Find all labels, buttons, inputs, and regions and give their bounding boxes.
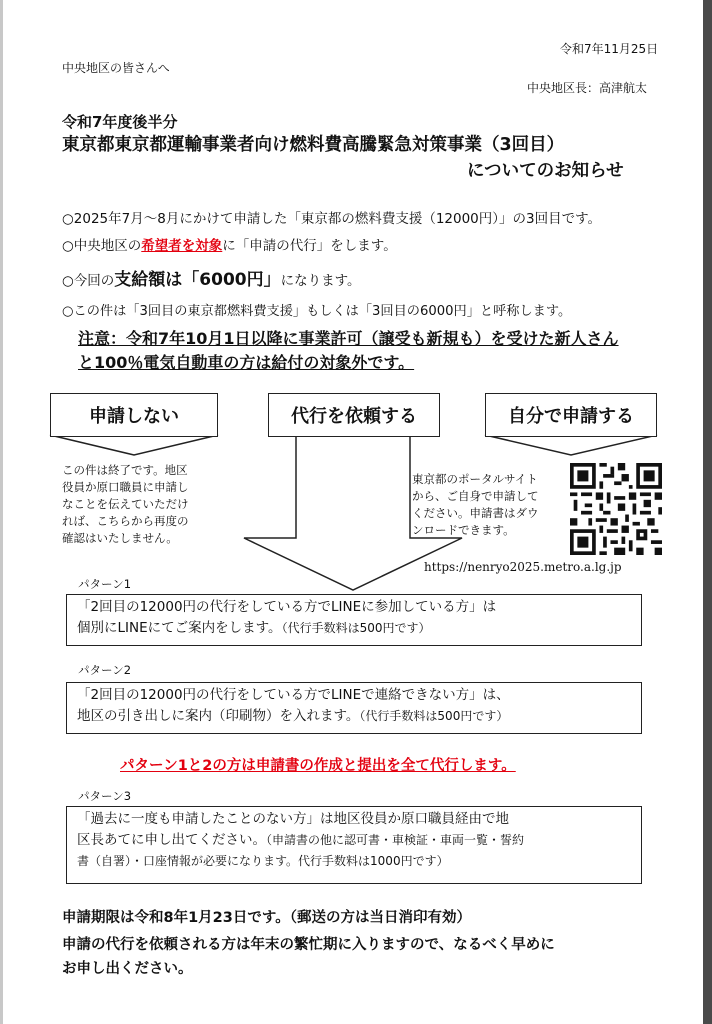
option-self-apply-label: 自分で申請する	[508, 406, 634, 427]
bullet-3-amount: 支給額は「6000円」	[114, 270, 281, 290]
caution-line-1: 注意：令和7年10月1日以降に事業許可（譲受も新規も）を受けた新人さん	[78, 329, 619, 348]
addressee: 中央地区の皆さんへ	[62, 61, 170, 75]
pattern-1-box	[66, 594, 642, 646]
no-apply-note-line: なことを伝えていただけ	[62, 497, 189, 511]
self-apply-note	[412, 471, 539, 539]
title-fiscal: 令和7年度後半分	[62, 113, 178, 131]
pattern-2-fee: （代行手数料は500円です）	[359, 709, 509, 723]
pattern-2-text: 地区の引き出しに案内（印刷物）を入れます。	[77, 708, 360, 724]
page-title-suffix: についてのお知らせ	[467, 161, 624, 181]
no-apply-note-line: れば、こちらから再度の	[62, 514, 189, 528]
pattern-2-label: パターン2	[78, 663, 132, 677]
pattern-3-line-3: 書（自署）・口座情報が必要になります。代行手数料は1000円です）	[77, 854, 449, 868]
document-date: 令和7年11月25日	[560, 42, 659, 56]
bullet-3-suffix: になります。	[280, 273, 361, 289]
no-apply-note-line: この件は終了です。地区	[62, 463, 188, 477]
option-request-proxy-label: 代行を依頼する	[291, 406, 417, 427]
arrow-right-shape	[485, 435, 657, 455]
proxy-notice: パターン1と2の方は申請書の作成と提出を全て代行します。	[120, 758, 516, 774]
no-apply-note-line: 確認はいたしません。	[62, 531, 178, 545]
self-apply-note-line: 東京都のポータルサイト	[412, 472, 538, 486]
pattern-1-label: パターン1	[78, 577, 132, 591]
pattern-2-line-1: 「2回目の12000円の代行をしている方でLINEで連絡できない方」は、	[77, 687, 510, 703]
pattern-2-line-2	[77, 706, 631, 727]
pattern-1-fee: （代行手数料は500円です）	[281, 621, 431, 635]
pattern-3-requirements: （申請書の他に認可書・車検証・車両一覧・誓約	[266, 833, 525, 847]
pattern-3-line-2	[77, 830, 631, 851]
arrow-left-shape	[50, 435, 218, 455]
deadline: 申請期限は令和8年1月23日です。（郵送の方は当日消印有効）	[62, 910, 471, 926]
bullet-1: ○2025年7月～8月にかけて申請した「東京都の燃料費支援（12000円）」の3回目です。	[62, 211, 602, 227]
pattern-1-line-2	[77, 618, 631, 639]
portal-url[interactable]: https://nenryo2025.metro.a.lg.jp	[424, 560, 622, 574]
option-no-apply	[50, 393, 218, 437]
self-apply-note-line: から、ご自身で申請して	[412, 489, 539, 503]
bullet-4: ○この件は「3回目の東京都燃料費支援」もしくは「3回目の6000円」と呼称します。	[62, 304, 572, 319]
bullet-2-prefix: ○中央地区の	[62, 238, 142, 254]
early-request-note: 申請の代行を依頼される方は年末の繁忙期に入りますので、なるべく早めに	[62, 937, 555, 953]
self-apply-note-line: ンロードできます。	[412, 523, 515, 537]
pattern-3-label: パターン3	[78, 789, 132, 803]
caution-line-2: と100％電気自動車の方は給付の対象外です。	[78, 353, 415, 372]
self-apply-note-line: ください。申請書はダウ	[412, 506, 539, 520]
no-apply-note	[62, 462, 189, 547]
pattern-1-text: 個別にLINEにてご案内をします。	[77, 620, 282, 636]
pattern-1-line-1: 「2回目の12000円の代行をしている方でLINEに参加している方」は	[77, 599, 497, 615]
option-self-apply	[485, 393, 657, 437]
pattern-3-line-1: 「過去に一度も申請したことのない方」は地区役員か原口職員経由で地	[77, 811, 509, 827]
bullet-3-prefix: ○今回の	[62, 273, 115, 289]
bullet-2-highlight: 希望者を対象	[141, 238, 223, 254]
no-apply-note-line: 役員か原口職員に申請し	[62, 480, 189, 494]
option-no-apply-label: 申請しない	[89, 406, 179, 427]
pattern-2-box	[66, 682, 642, 734]
pattern-3-text: 区長あてに申し出てください。	[77, 832, 266, 848]
early-request-note-end: お申し出ください。	[62, 961, 193, 977]
qr-code-icon[interactable]	[570, 463, 662, 555]
option-request-proxy	[268, 393, 440, 437]
sender: 中央地区長：高津航太	[527, 81, 648, 95]
page-title: 東京都東京都運輸事業者向け燃料費高騰緊急対策事業（3回目）	[62, 135, 565, 155]
pattern-3-box	[66, 806, 642, 884]
bullet-2-suffix: に「申請の代行」をします。	[222, 238, 397, 254]
